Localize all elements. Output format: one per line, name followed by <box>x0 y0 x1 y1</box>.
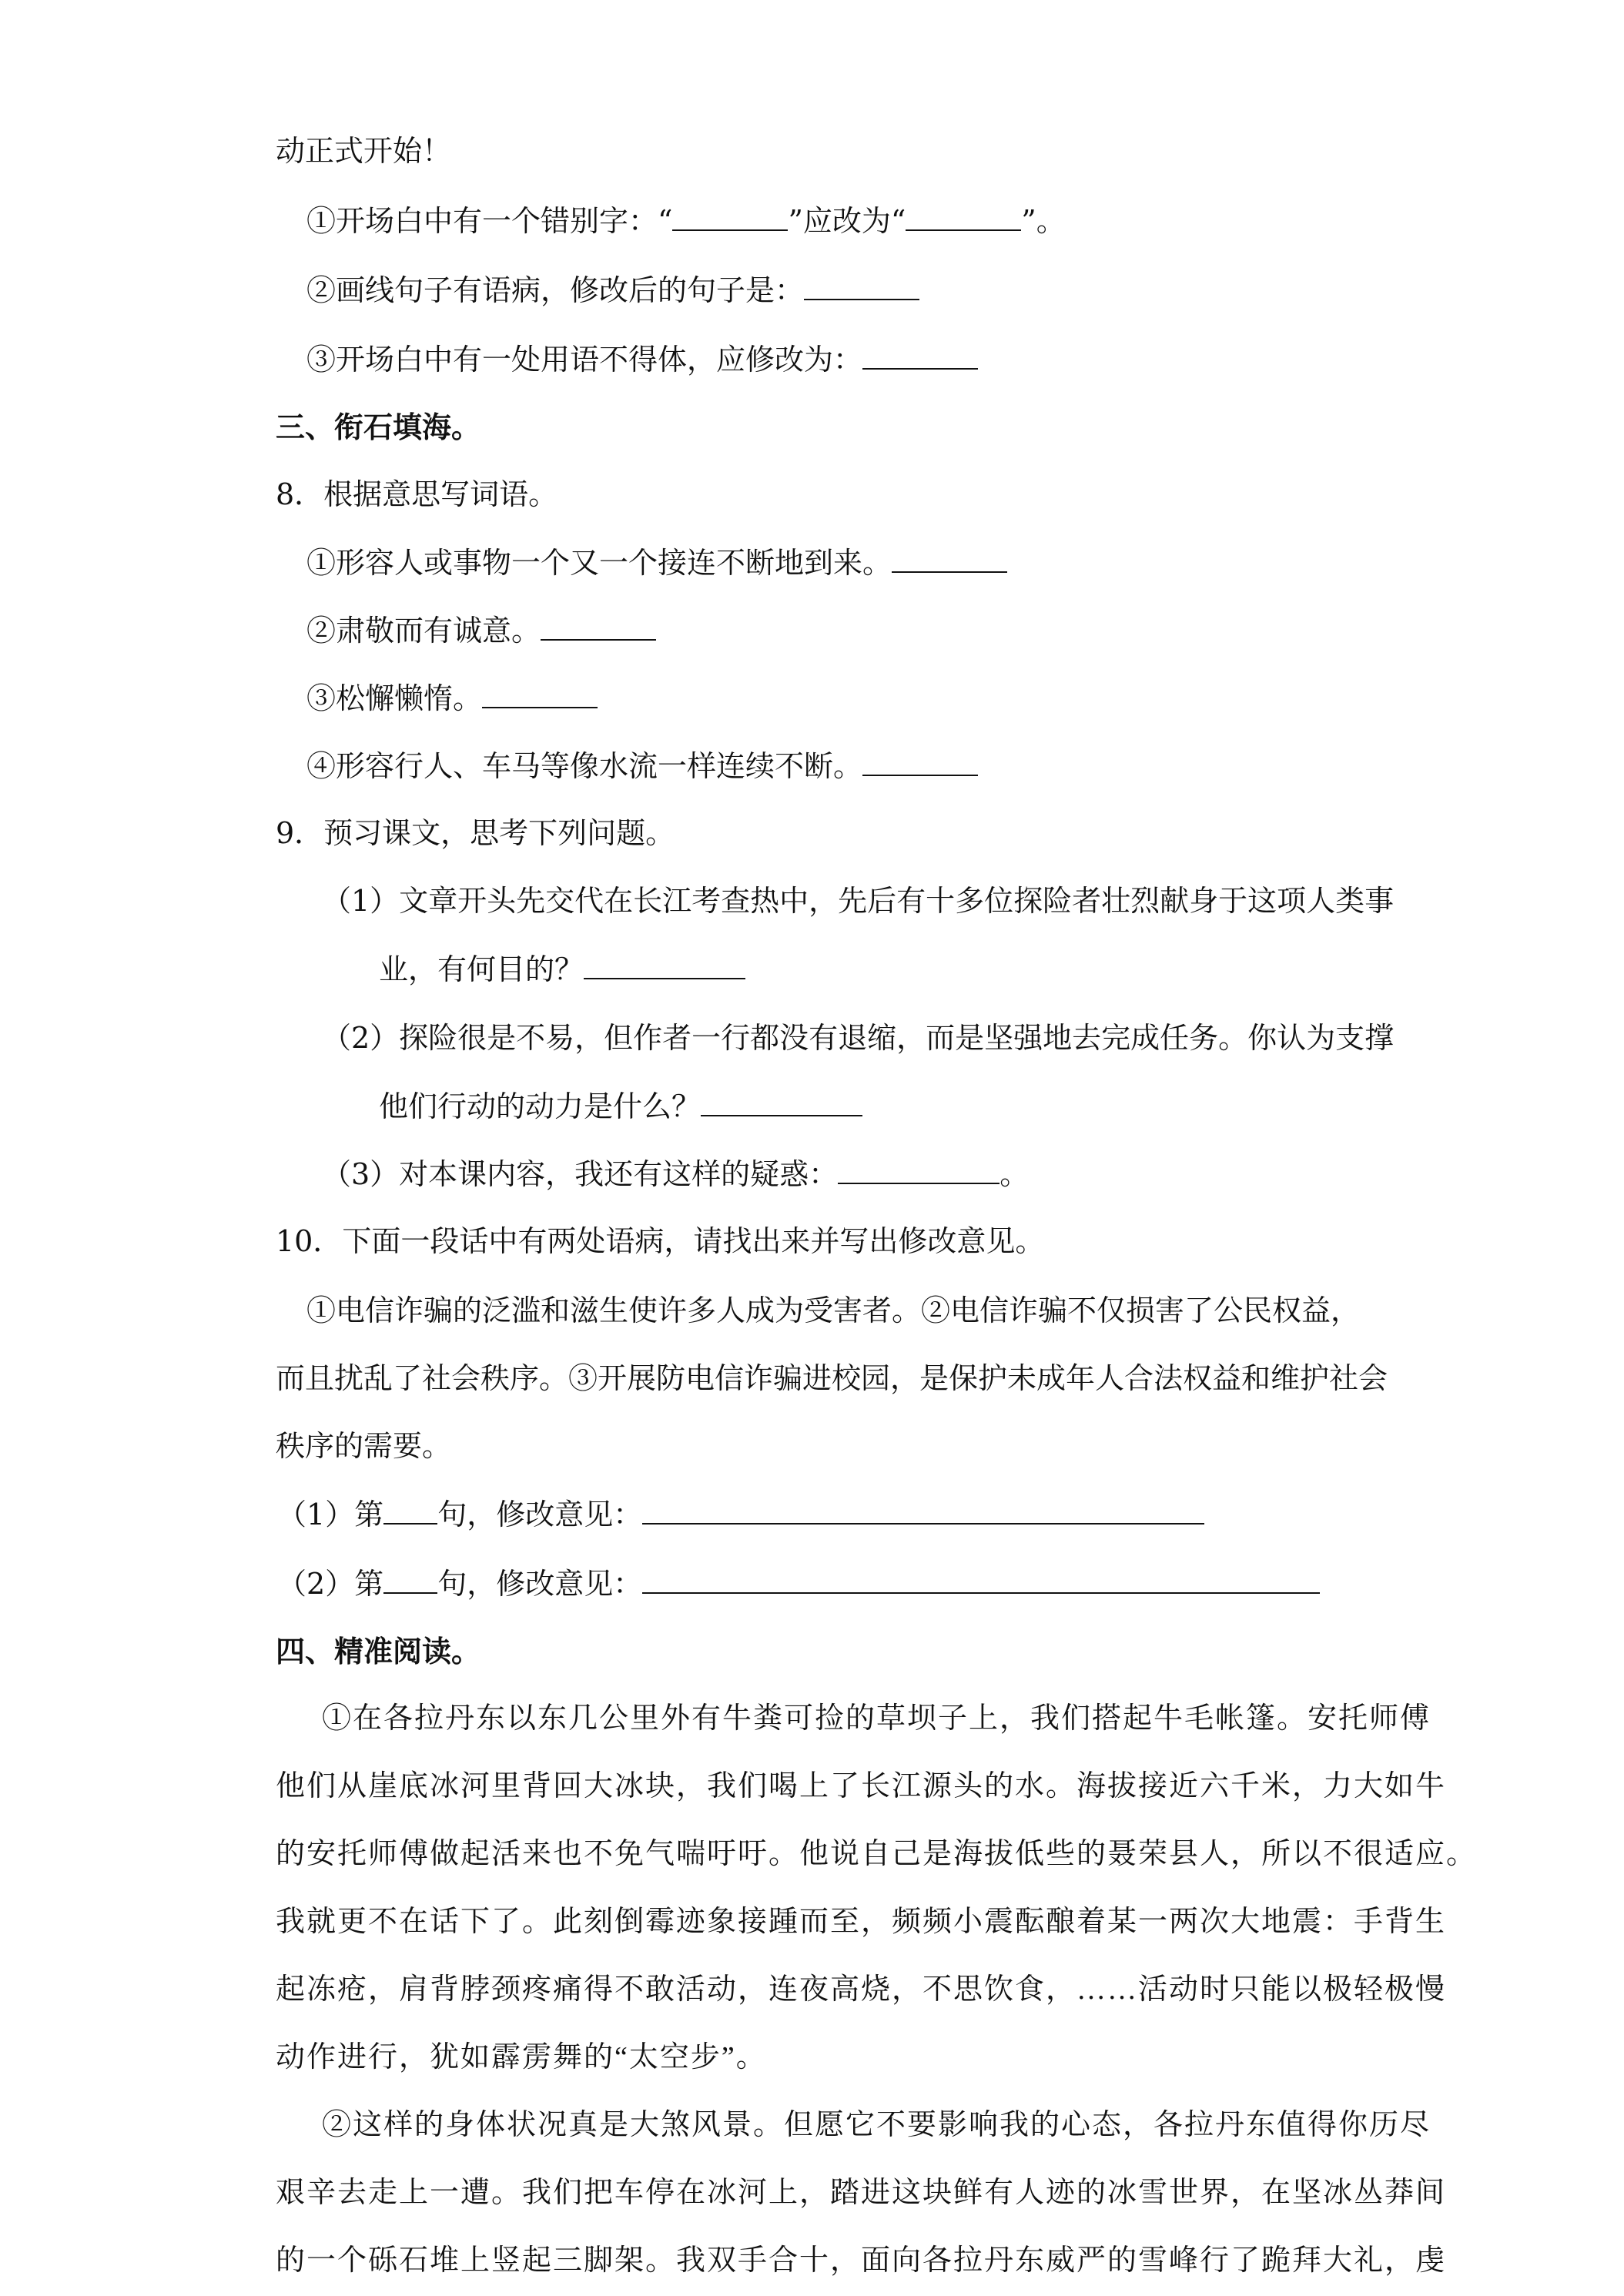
continued-text: 动正式开始！ <box>276 134 452 168</box>
question-9-2-cont: 他们行动的动力是什么？ <box>379 1089 862 1125</box>
answer-blank[interactable] <box>584 952 745 979</box>
answer-blank[interactable] <box>862 342 978 370</box>
question-10-passage-3: 秩序的需要。 <box>276 1429 452 1463</box>
answer-blank[interactable] <box>482 681 598 708</box>
answer-blank[interactable] <box>862 748 978 776</box>
question-9-1-cont: 业，有何目的？ <box>379 952 745 988</box>
reading-para-1-line-4: 我就更不在话下了。此刻倒霉迹象接踵而至，频频小震酝酿着某一两次大地震：手背生 <box>276 1906 1447 1938</box>
reading-para-1-line-3: 的安托师傅做起活来也不免气喘吁吁。他说自己是海拔低些的聂荣县人，所以不很适应。 <box>276 1838 1478 1870</box>
reading-para-1-line-5: 起冻疮，肩背脖颈疼痛得不敢活动，连夜高烧，不思饮食，……活动时只能以极轻极慢 <box>276 1973 1447 2006</box>
reading-para-1-line-1: ①在各拉丹东以东几公里外有牛粪可捡的草坝子上，我们搭起牛毛帐篷。安托师傅 <box>322 1702 1431 1735</box>
answer-blank[interactable] <box>541 613 656 641</box>
answer-blank[interactable] <box>383 1497 437 1525</box>
question-8: 8．根据意思写词语。 <box>276 477 558 511</box>
question-7-1: ①开场白中有一个错别字：“ ”应改为“ ”。 <box>306 204 1066 238</box>
question-10-passage-1: ①电信诈骗的泛滥和滋生使许多人成为受害者。②电信诈骗不仅损害了公民权益， <box>306 1294 1361 1327</box>
question-9-2: （2）探险很是不易，但作者一行都没有退缩，而是坚强地去完成任务。你认为支撑 <box>322 1021 1395 1055</box>
reading-para-2-line-1: ②这样的身体状况真是大煞风景。但愿它不要影响我的心态，各拉丹东值得你历尽 <box>322 2109 1431 2141</box>
answer-blank[interactable] <box>804 273 919 300</box>
answer-blank[interactable] <box>701 1089 862 1116</box>
question-9: 9．预习课文，思考下列问题。 <box>276 816 675 850</box>
answer-blank[interactable] <box>906 203 1021 231</box>
question-10-passage-2: 而且扰乱了社会秩序。③开展防电信诈骗进校园，是保护未成年人合法权益和维护社会 <box>276 1361 1388 1395</box>
question-7-2: ②画线句子有语病，修改后的句子是： <box>306 273 919 309</box>
reading-para-1-line-2: 他们从崖底冰河里背回大冰块，我们喝上了长江源头的水。海拔接近六千米，力大如牛 <box>276 1770 1447 1802</box>
question-9-1: （1）文章开头先交代在长江考查热中，先后有十多位探险者壮烈献身于这项人类事 <box>322 884 1395 918</box>
question-10-2: （2）第 句，修改意见： <box>277 1566 1320 1602</box>
question-10: 10．下面一段话中有两处语病，请找出来并写出修改意见。 <box>276 1224 1045 1258</box>
reading-para-1-line-6: 动作进行，犹如霹雳舞的“太空步”。 <box>276 2041 767 2073</box>
section-3-heading: 三、衔石填海。 <box>276 410 481 444</box>
answer-blank[interactable] <box>672 203 788 231</box>
reading-para-2-line-3: 的一个砾石堆上竖起三脚架。我双手合十，面向各拉丹东威严的雪峰行了跪拜大礼，虔 <box>276 2244 1447 2277</box>
question-8-1: ①形容人或事物一个又一个接连不断地到来。 <box>306 545 1007 581</box>
answer-blank[interactable] <box>838 1156 1000 1184</box>
question-9-3: （3）对本课内容，我还有这样的疑惑： 。 <box>322 1157 1030 1191</box>
answer-blank[interactable] <box>892 545 1007 573</box>
reading-para-2-line-2: 艰辛去走上一遭。我们把车停在冰河上，踏进这块鲜有人迹的冰雪世界，在坚冰丛莽间 <box>276 2177 1447 2209</box>
section-4-heading: 四、精准阅读。 <box>276 1634 481 1668</box>
answer-blank[interactable] <box>383 1566 437 1594</box>
question-7-3: ③开场白中有一处用语不得体，应修改为： <box>306 342 978 378</box>
question-8-3: ③松懈懒惰。 <box>306 681 598 717</box>
answer-blank[interactable] <box>642 1566 1320 1594</box>
question-8-4: ④形容行人、车马等像水流一样连续不断。 <box>306 748 978 785</box>
question-10-1: （1）第 句，修改意见： <box>277 1497 1204 1533</box>
answer-blank[interactable] <box>642 1497 1204 1525</box>
question-8-2: ②肃敬而有诚意。 <box>306 613 656 649</box>
